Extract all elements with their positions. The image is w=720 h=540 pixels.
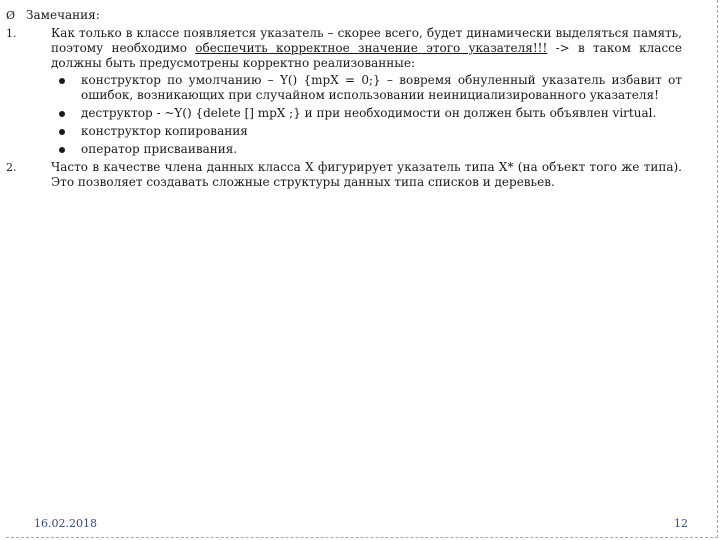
heading-text: Замечания: (26, 8, 100, 22)
item-1-intro: Как только в классе появляется указатель – скорее всего, будет динамически выделяться память, поэтому необходимо обеспечить корректное значение этого указателя!!! -> в таком классе должны быть предусмотрены корректно реализованные: (51, 26, 683, 70)
numbered-item-2 (6, 160, 682, 190)
item-number: 1. (6, 27, 17, 40)
bullet-dot-icon (59, 147, 65, 153)
arrow-bullet-icon: Ø (6, 9, 16, 22)
item-2-text: Часто в качестве члена данных класса X фигурирует указатель типа X* (на объект того же типа). Это позволяет создавать сложные структуры данных типа списков и деревьев. (51, 160, 682, 189)
underlined-emphasis: обеспечить корректное значение этого указателя!!! (195, 41, 548, 55)
bullet-item-assignment-operator: оператор присваивания. (51, 142, 682, 157)
footer-page-number: 12 (674, 517, 688, 530)
footer-date: 16.02.2018 (34, 517, 97, 530)
bullet-item-default-constructor: конструктор по умолчанию – Y() {mpX = 0;} – вовремя обнуленный указатель избавит от ошибок, возникающих при случайном использовании неинициализированного указателя! (51, 73, 682, 103)
notes-heading (6, 8, 682, 23)
bullet-dot-icon (59, 111, 65, 117)
item-number: 2. (6, 161, 17, 174)
bullet-dot-icon (59, 129, 65, 135)
bullet-dot-icon (59, 78, 65, 84)
numbered-item-1 (6, 26, 682, 157)
bullet-list (51, 73, 682, 157)
bullet-item-copy-constructor: конструктор копирования (51, 124, 682, 139)
bullet-item-destructor: деструктор - ~Y() {delete [] mpX ;} и при необходимости он должен быть объявлен virtual. (51, 106, 682, 121)
slide-content (6, 8, 682, 192)
